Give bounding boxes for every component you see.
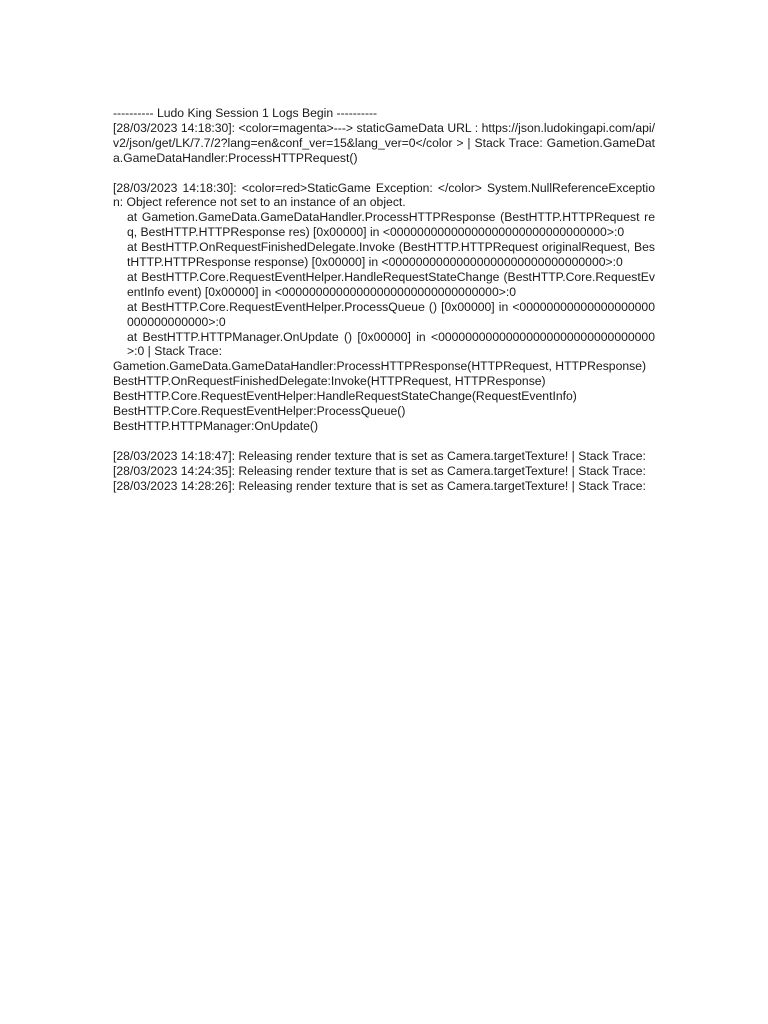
log-header: ---------- Ludo King Session 1 Logs Begin ----------: [113, 106, 378, 120]
stack-trace-line: BestHTTP.OnRequestFinishedDelegate:Invoke(HTTPRequest, HTTPResponse): [113, 374, 546, 389]
blank-line: [113, 166, 655, 181]
stack-trace-line: Gametion.GameData.GameDataHandler:ProcessHTTPResponse(HTTPRequest, HTTPResponse): [113, 359, 647, 374]
stack-trace-line: BestHTTP.HTTPManager:OnUpdate(): [113, 419, 319, 434]
blank-line: [113, 434, 655, 449]
log-entry-render-texture: [28/03/2023 14:18:47]: Releasing render texture that is set as Camera.targetTexture! | Stack Trace:: [113, 448, 646, 463]
stack-frame: at BestHTTP.OnRequestFinishedDelegate.Invoke (BestHTTP.HTTPRequest originalRequest, BestHTTP.HTTPResponse response) [0x00000] in <00000000000000000000000000000000>:0: [127, 240, 655, 270]
stack-frame: at BestHTTP.Core.RequestEventHelper.ProcessQueue () [0x00000] in <00000000000000000000000000000000>:0: [127, 299, 655, 329]
log-entry-exception-head: [28/03/2023 14:18:30]: <color=red>StaticGame Exception: </color> System.NullReferenceException: Object reference not set to an instance of an object.: [113, 180, 655, 210]
stack-frame: at BestHTTP.Core.RequestEventHelper.HandleRequestStateChange (BestHTTP.Core.RequestEventInfo event) [0x00000] in <00000000000000000000000000000000>:0: [127, 269, 655, 299]
log-entry-render-texture: [28/03/2023 14:24:35]: Releasing render texture that is set as Camera.targetTexture! | Stack Trace:: [113, 463, 646, 478]
log-entry-render-texture: [28/03/2023 14:28:26]: Releasing render texture that is set as Camera.targetTexture! | Stack Trace:: [113, 478, 646, 493]
log-text-block: [113, 106, 655, 494]
stack-trace-line: BestHTTP.Core.RequestEventHelper:HandleRequestStateChange(RequestEventInfo): [113, 389, 577, 404]
log-entry-static-data-url: [28/03/2023 14:18:30]: <color=magenta>---> staticGameData URL : https://json.ludokingapi.com/api/v2/json/get/LK/7.7/2?lang=en&conf_ver=15&lang_ver=0</color > | Stack Trace: Gametion.GameData.GameDataHandler:ProcessHTTPRequest(): [113, 120, 655, 165]
stack-trace-line: BestHTTP.Core.RequestEventHelper:ProcessQueue(): [113, 404, 406, 419]
stack-frame: at Gametion.GameData.GameDataHandler.ProcessHTTPResponse (BestHTTP.HTTPRequest req, BestHTTP.HTTPResponse res) [0x00000] in <00000000000000000000000000000000>:0: [127, 210, 655, 240]
stack-frame: at BestHTTP.HTTPManager.OnUpdate () [0x00000] in <00000000000000000000000000000000>:0 | Stack Trace:: [127, 329, 655, 359]
